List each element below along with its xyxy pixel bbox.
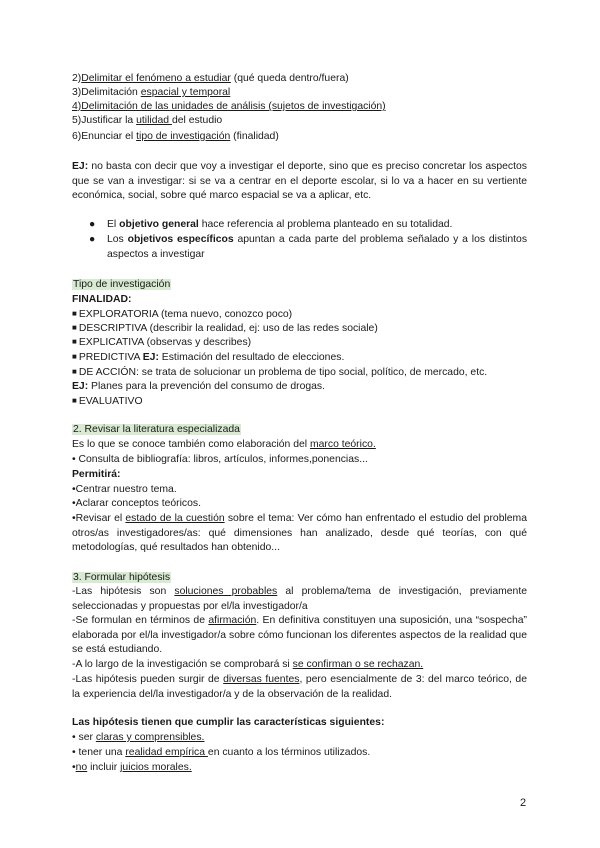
objective-general bbox=[107, 218, 527, 233]
list-item-2 bbox=[72, 72, 349, 86]
h1-pre: -Las hipótesis son bbox=[72, 586, 175, 597]
p3-pre: •Revisar el bbox=[72, 513, 126, 524]
square-bullet-icon: ■ bbox=[72, 323, 77, 332]
hipotesis-heading bbox=[72, 571, 171, 585]
hipotesis-p2 bbox=[72, 614, 527, 658]
p3-post: sobre el tema: Ver cómo han enfrentado el estudio del problema otros/as investigadores/as: qué dimensiones han analizado, desde qué teorías, con qué metodologías, qué resultados han obtenido... bbox=[72, 513, 527, 554]
caracteristica-3 bbox=[72, 761, 192, 775]
objective-specific-pre: Los bbox=[107, 234, 128, 245]
square-bullet-icon: ■ bbox=[72, 396, 77, 405]
list-item-6-num: 6)Enunciar el bbox=[72, 131, 137, 142]
revisar-heading bbox=[72, 423, 241, 437]
predictiva-bold: EJ: bbox=[142, 352, 159, 363]
evaluativo-text: EVALUATIVO bbox=[78, 396, 143, 407]
revisar-consulta: • Consulta de bibliografía: libros, artículos, informes,ponencias... bbox=[72, 454, 368, 465]
example-paragraph bbox=[72, 160, 527, 204]
c3-mid: incluir bbox=[87, 762, 121, 773]
accion-ej-bold: EJ: bbox=[72, 381, 89, 392]
list-item-5-num: 5)Justificar la bbox=[72, 115, 137, 126]
c1-pre: • ser bbox=[72, 732, 96, 743]
c1-underlined: claras y comprensibles. bbox=[95, 732, 205, 743]
list-item-6 bbox=[72, 130, 279, 144]
hipotesis-heading-text: 3. Formular hipótesis bbox=[73, 572, 171, 583]
list-item-5 bbox=[72, 114, 222, 128]
tipo-item-explicativa bbox=[72, 335, 251, 350]
list-item-3-num: 3)Delimitación bbox=[72, 87, 141, 98]
tipo-item-accion bbox=[72, 365, 487, 380]
objective-general-bold: objetivo general bbox=[119, 219, 199, 230]
predictiva-pre: PREDICTIVA bbox=[78, 352, 143, 363]
square-bullet-icon: ■ bbox=[72, 352, 77, 361]
c2-underlined: realidad empírica bbox=[125, 747, 208, 758]
page-number: 2 bbox=[520, 797, 527, 809]
hipotesis-p1 bbox=[72, 585, 527, 614]
predictiva-post: Estimación del resultado de elecciones. bbox=[158, 352, 345, 363]
h2-underlined: afirmación bbox=[208, 615, 257, 626]
permitira-item-3 bbox=[72, 512, 527, 556]
tipo-item-exploratoria bbox=[72, 307, 292, 322]
list-item-4: 4)Delimitación de las unidades de análisis (sujetos de investigación) bbox=[72, 101, 386, 112]
caracteristica-1 bbox=[72, 731, 204, 745]
list-item-5-underlined: utilidad bbox=[136, 115, 172, 126]
finalidad-label: FINALIDAD: bbox=[72, 294, 132, 305]
objective-specific bbox=[107, 233, 527, 262]
square-bullet-icon: ■ bbox=[72, 309, 77, 318]
c2-post: en cuanto a los términos utilizados. bbox=[207, 747, 371, 758]
accion-example bbox=[72, 380, 325, 394]
list-item-2-underlined: Delimitar el fenómeno a estudiar bbox=[81, 73, 231, 84]
objective-specific-bold: objetivos específicos bbox=[127, 234, 234, 245]
tipo-item-evaluativo bbox=[72, 394, 143, 409]
list-item-6-rest: (finalidad) bbox=[230, 131, 279, 142]
h1-post: al problema/tema de investigación, previamente seleccionadas y propuestas por el/la investigador/a bbox=[72, 586, 527, 612]
accion-ej-text: Planes para la prevención del consumo de drogas. bbox=[88, 381, 325, 392]
objective-general-post: hace referencia al problema planteado en su totalidad. bbox=[198, 219, 453, 230]
c2-pre: • tener una bbox=[72, 747, 126, 758]
hipotesis-p4 bbox=[72, 673, 527, 702]
tipo-heading bbox=[72, 278, 171, 292]
objective-specific-post: apuntan a cada parte del problema señalado y a los distintos aspectos a investigar bbox=[107, 234, 528, 260]
permitira-item-1: •Centrar nuestro tema. bbox=[72, 484, 177, 495]
list-item-3-underlined: espacial y temporal bbox=[140, 87, 231, 98]
square-bullet-icon: ■ bbox=[72, 367, 77, 376]
c3-no-underlined: no bbox=[75, 762, 88, 773]
example-text: no basta con decir que voy a investigar el deporte, sino que es preciso concretar los aspectos que se van a investigar: si se va a centrar en el deporte escolar, si lo va a hacer en su vertiente económica, social, sobre qué marco espacial se va a aplicar, etc. bbox=[72, 161, 527, 202]
h4-underlined: diversas fuentes bbox=[223, 674, 300, 685]
tipo-item-descriptiva bbox=[72, 321, 378, 336]
h2-post: . En definitiva constituyen una suposición, una “sospecha” elaborada por el/la investigador/a sobre cómo funcionan los diferentes aspectos de la realidad que se está estudiando. bbox=[72, 615, 527, 656]
h3-underlined: se confirman o se rechazan. bbox=[292, 659, 424, 670]
h1-underlined: soluciones probables bbox=[174, 586, 278, 597]
c3-juicios-underlined: juicios morales. bbox=[120, 762, 192, 773]
tipo-item-text: EXPLORATORIA (tema nuevo, conozco poco) bbox=[78, 309, 293, 320]
c3-pre: • bbox=[72, 762, 76, 773]
revisar-intro-pre: Es lo que se conoce también como elaboración del bbox=[72, 439, 310, 450]
bullet-dot: ● bbox=[89, 219, 96, 230]
accion-text: DE ACCIÓN: se trata de solucionar un problema de tipo social, político, de mercado, etc. bbox=[78, 367, 488, 378]
tipo-item-predictiva bbox=[72, 350, 344, 365]
list-item-2-rest: (qué queda dentro/fuera) bbox=[230, 73, 349, 84]
estado-cuestion-underlined: estado de la cuestión bbox=[125, 513, 225, 524]
list-item-2-num: 2) bbox=[72, 73, 82, 84]
list-item-3 bbox=[72, 86, 230, 100]
h4-post: , pero esencialmente de 3: del marco teórico, de la experiencia del/la investigador/a y de la observación de la realidad. bbox=[72, 674, 527, 700]
list-item-5-rest: del estudio bbox=[171, 115, 223, 126]
tipo-heading-text: Tipo de investigación bbox=[73, 279, 171, 290]
caracteristica-2 bbox=[72, 746, 370, 760]
h4-pre: -Las hipótesis pueden surgir de bbox=[72, 674, 224, 685]
permitira-label: Permitirá: bbox=[72, 469, 121, 480]
hipotesis-p3 bbox=[72, 658, 423, 672]
square-bullet-icon: ■ bbox=[72, 337, 77, 346]
revisar-heading-text: 2. Revisar la literatura especializada bbox=[73, 424, 240, 435]
example-label: EJ: bbox=[72, 161, 89, 172]
h2-pre: -Se formulan en términos de bbox=[72, 615, 209, 626]
caracteristicas-heading: Las hipótesis tienen que cumplir las características siguientes: bbox=[72, 717, 385, 728]
bullet-dot: ● bbox=[89, 234, 96, 245]
revisar-intro bbox=[72, 438, 376, 452]
objective-general-pre: El bbox=[107, 219, 120, 230]
marco-teorico-underlined: marco teórico. bbox=[309, 439, 376, 450]
list-item-6-underlined: tipo de investigación bbox=[136, 131, 231, 142]
tipo-item-text: DESCRIPTIVA (describir la realidad, ej: uso de las redes sociale) bbox=[78, 323, 378, 334]
h3-pre: -A lo largo de la investigación se comprobará si bbox=[72, 659, 293, 670]
permitira-item-2: •Aclarar conceptos teóricos. bbox=[72, 498, 201, 509]
tipo-item-text: EXPLICATIVA (observas y describes) bbox=[78, 337, 252, 348]
